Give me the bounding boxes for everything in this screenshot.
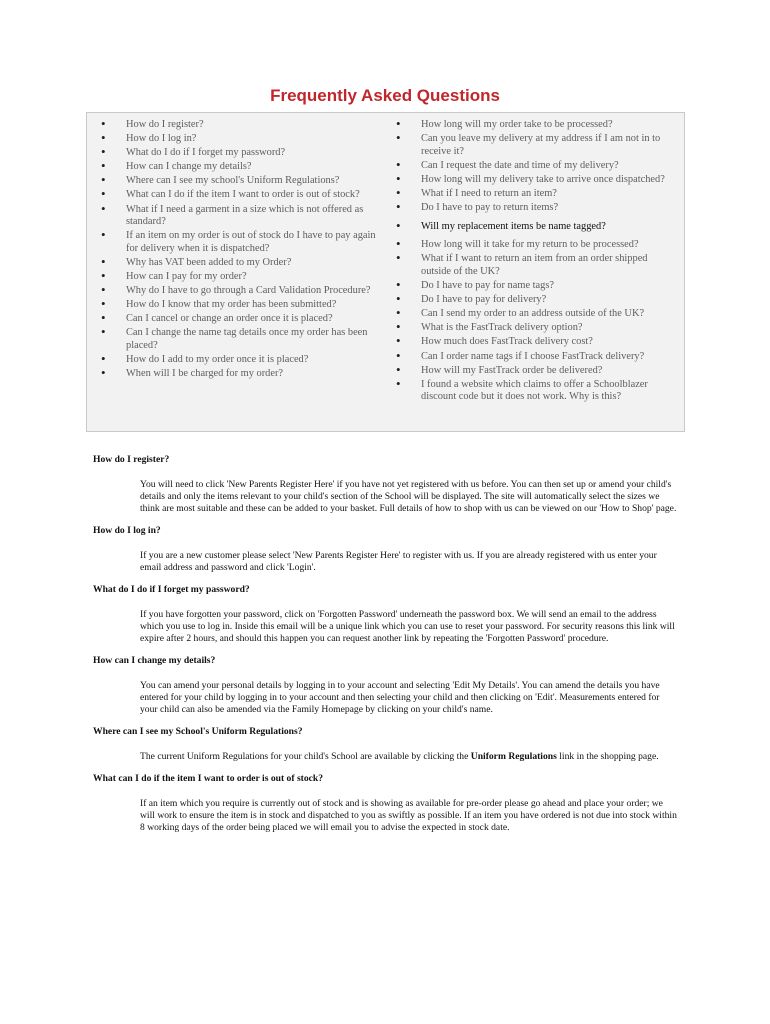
answer-regulations-text-1: The current Uniform Regulations for your child's School are available by clicking the xyxy=(140,751,471,762)
faq-link[interactable]: • What can I do if the item I want to order is out of stock? xyxy=(99,189,384,202)
answer-regulations-text-2: link in the shopping page. xyxy=(556,751,659,762)
faq-link[interactable]: • Can you leave my delivery at my address if I am not in to receive it? xyxy=(394,133,679,158)
faq-link[interactable]: • How do I register? xyxy=(99,119,384,132)
faq-link[interactable]: • What if I need a garment in a size which is not offered as standard? xyxy=(99,204,384,229)
question-password: What do I do if I forget my password? xyxy=(93,584,250,595)
question-login: How do I log in? xyxy=(93,525,161,536)
faq-link[interactable]: • Do I have to pay for name tags? xyxy=(394,280,679,293)
faq-link[interactable]: • How do I know that my order has been submitted? xyxy=(99,299,384,312)
faq-link[interactable]: • How do I add to my order once it is placed? xyxy=(99,354,384,367)
uniform-regulations-link[interactable]: Uniform Regulations xyxy=(470,751,557,762)
answer-regulations xyxy=(140,751,678,763)
faq-link[interactable]: • How long will my order take to be processed? xyxy=(394,119,679,132)
faq-link[interactable]: • How long will it take for my return to be processed? xyxy=(394,239,679,252)
faq-link[interactable]: • Do I have to pay to return items? xyxy=(394,202,679,215)
faq-link[interactable]: • Can I send my order to an address outside of the UK? xyxy=(394,308,679,321)
page-title: Frequently Asked Questions xyxy=(270,86,500,105)
faq-link[interactable]: • How can I pay for my order? xyxy=(99,271,384,284)
question-stock: What can I do if the item I want to order is out of stock? xyxy=(93,773,324,784)
question-regulations: Where can I see my School's Uniform Regulations? xyxy=(93,726,303,737)
answer-register: You will need to click 'New Parents Register Here' if you have not yet registered with us before. You can then set up or amend your child's details and only the items relevant to your child's section of the School will be displayed. The site will automatically select the sizes we think are most suitable and these can be added to your basket. Full details of how to shop with us can be viewed on our 'How to Shop' page. xyxy=(140,479,677,514)
question-details: How can I change my details? xyxy=(93,655,216,666)
faq-link[interactable]: • What do I do if I forget my password? xyxy=(99,147,384,160)
faq-link[interactable]: • What is the FastTrack delivery option? xyxy=(394,322,679,335)
question-register: How do I register? xyxy=(93,454,170,465)
faq-link[interactable]: • If an item on my order is out of stock do I have to pay again for delivery when it is dispatched? xyxy=(99,230,384,255)
faq-link[interactable]: • When will I be charged for my order? xyxy=(99,368,384,381)
faq-link[interactable]: • Do I have to pay for delivery? xyxy=(394,294,679,307)
faq-link[interactable]: • Can I order name tags if I choose FastTrack delivery? xyxy=(394,351,679,364)
faq-link[interactable]: • Can I change the name tag details once my order has been placed? xyxy=(99,327,384,352)
faq-list-left xyxy=(99,119,384,382)
faq-link[interactable]: • Where can I see my school's Uniform Regulations? xyxy=(99,175,384,188)
faq-link[interactable]: • Will my replacement items be name tagged? xyxy=(394,221,679,234)
answer-details: You can amend your personal details by logging in to your account and selecting 'Edit My Details'. You can amend the details you have entered for your child by logging in to your account and then selecting your child and then clicking on 'Edit'. Measurements entered for your child can also be amended via the Family Homepage by clicking on your child's name. xyxy=(140,680,660,715)
faq-index-box xyxy=(86,112,685,432)
faq-link[interactable]: • Why has VAT been added to my Order? xyxy=(99,257,384,270)
faq-link[interactable]: • How can I change my details? xyxy=(99,161,384,174)
answer-stock: If an item which you require is currently out of stock and is showing as available for pre-order please go ahead and place your order; we will work to ensure the item is in stock and dispatched to you as swiftly as possible. If an item you have ordered is not due into stock within 8 working days of the order being placed we will email you to advise the expected in stock date. xyxy=(140,798,677,833)
faq-link[interactable]: • How much does FastTrack delivery cost? xyxy=(394,336,679,349)
answer-login: If you are a new customer please select 'New Parents Register Here' to register with us. If you are already registered with us enter your email address and password and click 'Login'. xyxy=(140,550,657,573)
faq-link[interactable]: • Can I request the date and time of my delivery? xyxy=(394,160,679,173)
faq-link[interactable]: • What if I need to return an item? xyxy=(394,188,679,201)
faq-link[interactable]: • Can I cancel or change an order once it is placed? xyxy=(99,313,384,326)
faq-link[interactable]: • How will my FastTrack order be delivered? xyxy=(394,365,679,378)
faq-answers xyxy=(93,454,678,844)
faq-link[interactable]: • Why do I have to go through a Card Validation Procedure? xyxy=(99,285,384,298)
faq-link[interactable]: • How do I log in? xyxy=(99,133,384,146)
faq-list-right xyxy=(394,119,679,405)
answer-password: If you have forgotten your password, click on 'Forgotten Password' underneath the password box. We will send an email to the address which you use to log in. Inside this email will be a unique link which you can use to reset your password. For security reasons this link will expire after 2 hours, and should this happen you can request another link by repeating the 'Forgotten Password' procedure. xyxy=(140,609,675,644)
faq-link[interactable]: • What if I want to return an item from an order shipped outside of the UK? xyxy=(394,253,679,278)
faq-link[interactable]: • How long will my delivery take to arrive once dispatched? xyxy=(394,174,679,187)
faq-link[interactable]: • I found a website which claims to offer a Schoolblazer discount code but it does not work. Why is this? xyxy=(394,379,679,404)
